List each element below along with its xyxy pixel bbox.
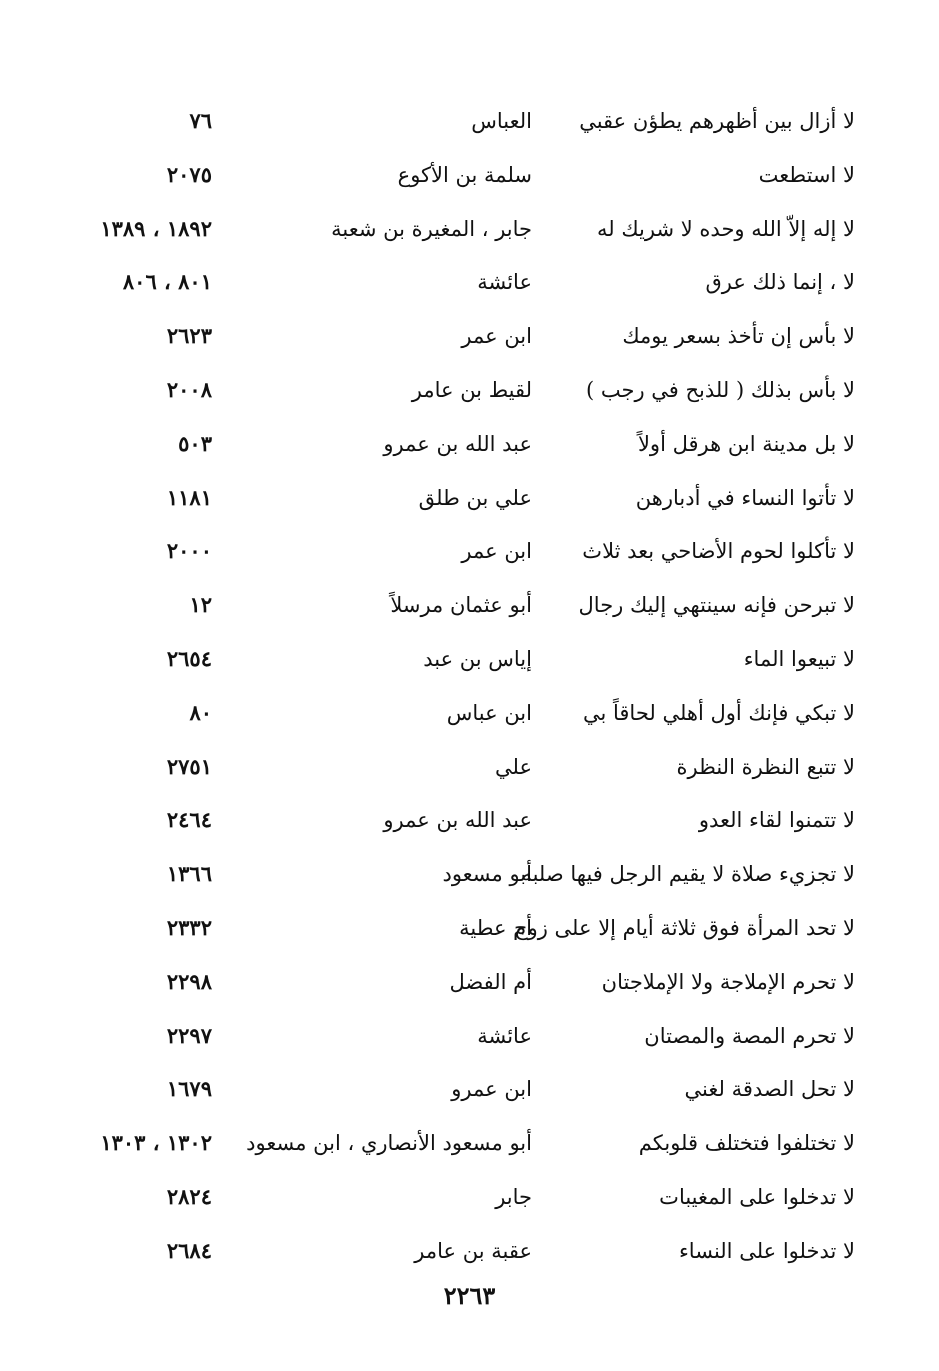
narrator: جابر ، المغيرة بن شعبة (331, 216, 532, 241)
hadith-text: لا تحرم المصة والمصتان (644, 1023, 855, 1048)
reference-number: ٢٠٧٥ (166, 161, 212, 187)
hadith-text: لا أزال بين أظهرهم يطؤن عقبي (579, 109, 855, 133)
hadith-text: لا تبرحن فإنه سينتهي إليك رجال (578, 593, 855, 618)
narrator: ابن عمر (461, 324, 532, 349)
table-row (0, 311, 939, 365)
narrator: لقيط بن عامر (411, 377, 532, 402)
hadith-text: لا بأس إن تأخذ بسعر يومك (622, 324, 855, 349)
hadith-text: لا تدخلوا على النساء (678, 1238, 855, 1263)
table-row (0, 1118, 939, 1172)
reference-number: ٨٠ (189, 699, 212, 725)
narrator: علي بن طلق (418, 485, 532, 510)
narrator: أم عطية (459, 915, 532, 940)
hadith-text: لا تأتوا النساء في أدبارهن (635, 485, 855, 510)
narrator: أبو عثمان مرسلاً (390, 593, 532, 618)
reference-number: ٢٧٥١ (166, 753, 212, 779)
table-row (0, 1172, 939, 1226)
reference-number: ١٣٦٦ (166, 861, 212, 887)
table-row (0, 96, 939, 150)
table-row (0, 365, 939, 419)
hadith-text: لا تحل الصدقة لغني (684, 1077, 855, 1102)
table-row (0, 903, 939, 957)
reference-number: ٢٤٦٤ (166, 807, 212, 833)
reference-number: ٧٦ (189, 108, 212, 133)
reference-number: ٢٠٠٨ (166, 376, 212, 402)
table-row (0, 204, 939, 258)
table-row (0, 1226, 939, 1280)
hadith-index-table (0, 96, 939, 1280)
table-row (0, 1011, 939, 1065)
narrator: عبد الله بن عمرو (383, 431, 532, 456)
narrator: علي (495, 754, 532, 779)
reference-number: ٥٠٣ (178, 430, 212, 456)
hadith-text: لا تبيعوا الماء (743, 646, 855, 671)
narrator: ابن عمر (461, 539, 532, 564)
hadith-text: لا تختلفوا فتختلف قلوبكم (638, 1131, 855, 1156)
table-row (0, 419, 939, 473)
table-row (0, 580, 939, 634)
hadith-text: لا بأس بذلك ( للذبح في رجب ) (586, 377, 855, 402)
table-row (0, 795, 939, 849)
narrator: إياس بن عبد (423, 646, 532, 671)
hadith-text: لا إله إلاّ الله وحده لا شريك له (597, 216, 855, 241)
reference-number: ١٦٧٩ (166, 1076, 212, 1102)
reference-number: ٢٦٢٣ (166, 323, 212, 349)
hadith-text: لا ، إنما ذلك عرق (705, 270, 855, 295)
reference-number: ٢٦٥٤ (166, 645, 212, 671)
hadith-text: لا تحرم الإملاجة ولا الإملاجتان (601, 969, 855, 994)
table-row (0, 634, 939, 688)
reference-number: ٢٣٣٢ (166, 914, 212, 940)
narrator: ابن عمرو (451, 1077, 532, 1102)
hadith-text: لا تدخلوا على المغيبات (659, 1184, 855, 1209)
narrator: أبو مسعود الأنصاري ، ابن مسعود (246, 1131, 532, 1156)
narrator: أبو مسعود (442, 862, 532, 887)
hadith-text: لا بل مدينة ابن هرقل أولاً (637, 431, 855, 456)
hadith-text: لا تأكلوا لحوم الأضاحي بعد ثلاث (582, 539, 855, 564)
narrator: العباس (471, 109, 532, 133)
table-row (0, 473, 939, 527)
table-row (0, 150, 939, 204)
hadith-text: لا تتمنوا لقاء العدو (698, 808, 855, 833)
hadith-text: لا تتبع النظرة النظرة (676, 754, 855, 779)
hadith-text: لا تبكي فإنك أول أهلي لحاقاً بي (582, 700, 855, 725)
table-row (0, 257, 939, 311)
table-row (0, 742, 939, 796)
narrator: أم الفضل (449, 969, 532, 994)
reference-number: ٨٠١ ، ٨٠٦ (122, 269, 212, 295)
reference-number: ٢٢٩٧ (166, 1022, 212, 1048)
reference-number: ١٨٩٢ ، ١٣٨٩ (100, 215, 212, 241)
hadith-text: لا تجزيء صلاة لا يقيم الرجل فيها صلبه (521, 862, 855, 887)
table-row (0, 957, 939, 1011)
narrator: عائشة (477, 270, 532, 295)
narrator: جابر (495, 1184, 532, 1209)
narrator: عائشة (477, 1023, 532, 1048)
reference-number: ٢٠٠٠ (166, 538, 212, 564)
reference-number: ٢٦٨٤ (166, 1237, 212, 1263)
reference-number: ١٣٠٢ ، ١٣٠٣ (100, 1130, 212, 1156)
narrator: عقبة بن عامر (414, 1238, 532, 1263)
table-row (0, 849, 939, 903)
table-row (0, 688, 939, 742)
reference-number: ٢٨٢٤ (166, 1183, 212, 1209)
table-row (0, 526, 939, 580)
narrator: سلمة بن الأكوع (397, 162, 532, 187)
hadith-text: لا تحد المرأة فوق ثلاثة أيام إلا على زوج (514, 915, 855, 940)
table-row (0, 1064, 939, 1118)
hadith-text: لا استطعت (758, 162, 855, 187)
reference-number: ١١٨١ (166, 484, 212, 510)
reference-number: ٢٢٩٨ (166, 968, 212, 994)
narrator: ابن عباس (446, 700, 532, 725)
reference-number: ١٢ (189, 592, 212, 618)
page-number: ٢٢٦٣ (443, 1281, 496, 1310)
narrator: عبد الله بن عمرو (383, 808, 532, 833)
